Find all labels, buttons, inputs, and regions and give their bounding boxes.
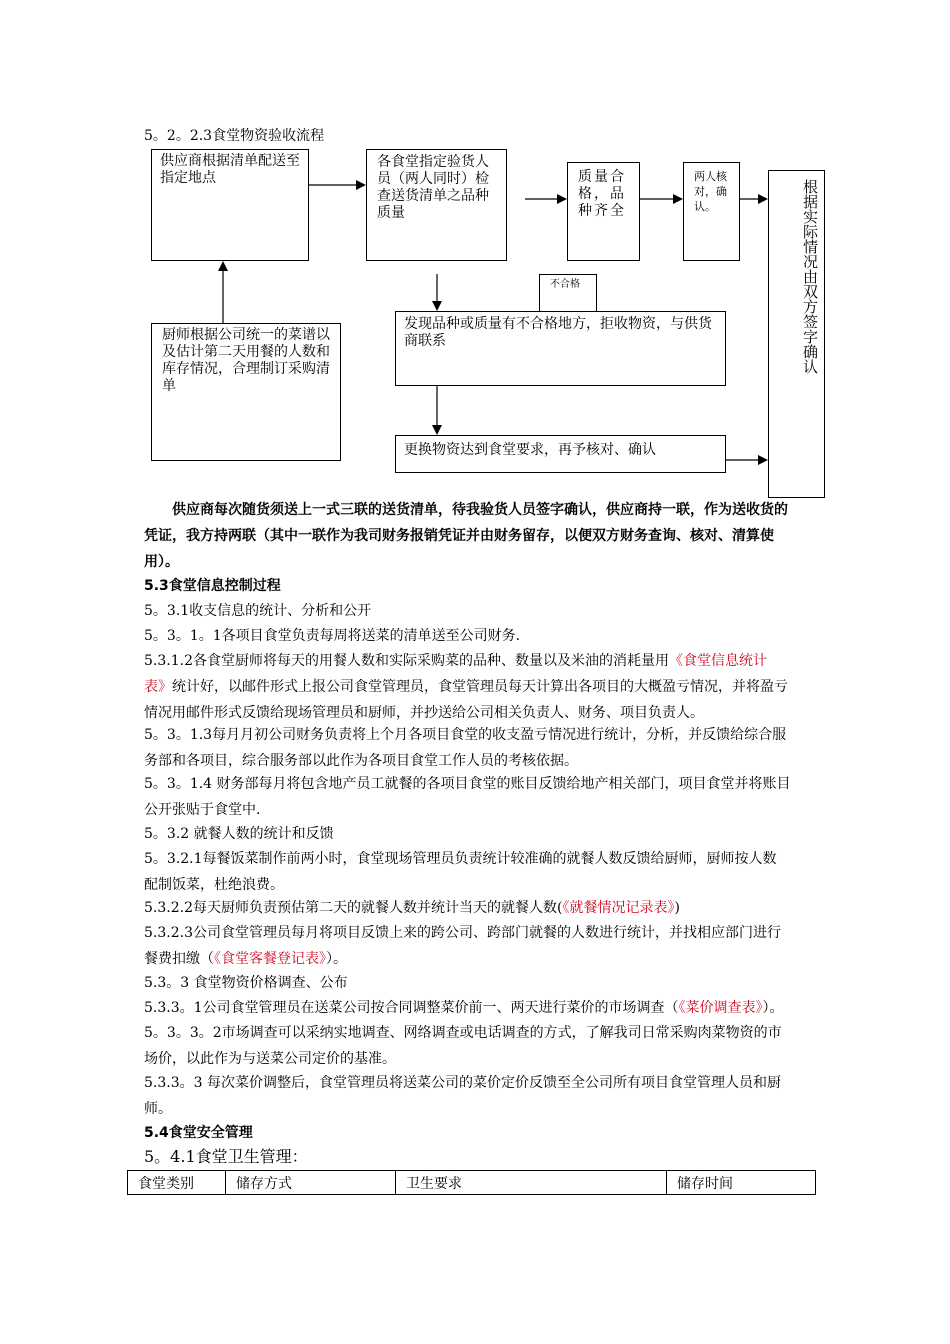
section-5-3-2-1	[144, 846, 814, 898]
table-header-cell: 储存方式	[226, 1171, 396, 1195]
receipt-line-3: 用）。	[144, 554, 179, 570]
section-5-3-1-2	[144, 648, 814, 726]
section-5-3-1-4	[144, 771, 814, 823]
flow-box-replace: 更换物资达到食堂要求，再予核对、确认	[395, 435, 726, 473]
table-header-cell: 食堂类别	[128, 1171, 226, 1195]
flow-box-sign: 根据实际情况由双方签字确认	[768, 170, 825, 498]
flow-box-check: 两人核对，确认。	[683, 162, 740, 261]
section-5-3-2: 5。3.2 就餐人数的统计和反馈	[144, 826, 334, 842]
table-header-row	[128, 1171, 816, 1195]
section-5-3-3: 5.3。3 食堂物资价格调查、公布	[144, 975, 348, 991]
flow-box-inspect: 各食堂指定验货人员（两人同时）检查送货清单之品种质量	[366, 149, 507, 261]
flow-box-reject: 发现品种或质量有不合格地方，拒收物资，与供货商联系	[395, 311, 726, 386]
flow-connectors	[0, 0, 950, 520]
section-5-3-1: 5。3.1收支信息的统计、分析和公开	[144, 603, 372, 619]
section-5-3-2-2	[144, 895, 814, 921]
form-link-canteen-info-1: 《食堂信息统计	[668, 653, 767, 669]
s5313-text-a: 5。3。1.3每月月初公司财务负责将上个月各项目食堂的收支盈亏情况进行统计，分析，并反馈给综合服	[144, 727, 787, 743]
s5331-text-a: 5.3.3。1公司食堂管理员在送菜公司按合同调整菜价前一、两天进行菜价的市场调查（	[144, 1000, 679, 1016]
form-link-dining-record: 《就餐情况记录表》	[562, 900, 675, 916]
flow-box-quality: 质量合格，品种齐全	[567, 162, 640, 261]
s5322-text-a: 5.3.2.2每天厨师负责预估第二天的就餐人数并统计当天的就餐人数(	[144, 900, 563, 916]
s5333-text-b: 师。	[144, 1101, 172, 1117]
hygiene-table	[127, 1170, 816, 1195]
section-5-3-3-1	[144, 995, 814, 1021]
section-5-3-3-2	[144, 1020, 814, 1072]
s5331-text-b: ）。	[762, 1000, 784, 1016]
s5322-text-b: )	[674, 900, 680, 916]
s5321-text-b: 配制饭菜，杜绝浪费。	[144, 877, 284, 893]
s5333-text-a: 5.3.3。3 每次菜价调整后，食堂管理员将送菜公司的菜价定价反馈至全公司所有项目食堂管理人员和厨	[144, 1075, 781, 1091]
form-link-guest-meal: 《食堂客餐登记表》	[214, 951, 326, 967]
s5314-text-b: 公开张贴于食堂中.	[144, 802, 261, 818]
receipt-paragraph	[144, 497, 814, 575]
section-5-3-2-3	[144, 920, 814, 972]
s5323-text-a: 5.3.2.3公司食堂管理员每月将项目反馈上来的跨公司、跨部门就餐的人数进行统计，并找相应部门进行	[144, 925, 781, 941]
s5321-text-a: 5。3.2.1每餐饭菜制作前两小时，食堂现场管理员负责统计较准确的就餐人数反馈给厨师，厨师按人数	[144, 851, 777, 867]
s5332-text-a: 5。3。3。2市场调查可以采纳实地调查、网络调查或电话调查的方式，了解我司日常采购肉菜物资的市	[144, 1025, 782, 1041]
receipt-line-1: 供应商每次随货须送上一式三联的送货清单，待我验货人员签字确认，供应商持一联，作为送收货的	[172, 502, 788, 518]
flow-box-chef: 厨师根据公司统一的菜谱以及估计第二天用餐的人数和库存情况，合理制订采购清单	[151, 323, 341, 461]
heading-5-4: 5.4食堂安全管理	[144, 1125, 253, 1141]
s5323-text-b: 餐费扣缴（	[144, 951, 214, 967]
table-header-cell: 储存时间	[667, 1171, 816, 1195]
form-link-price-survey: 《菜价调查表》	[678, 1000, 763, 1016]
form-link-canteen-info-2: 表》	[144, 679, 172, 695]
receipt-line-2: 凭证，我方持两联（其中一联作为我司财务报销凭证并由财务留存，以便双方财务查询、核对、清算使	[144, 528, 774, 544]
table-header-cell: 卫生要求	[396, 1171, 667, 1195]
heading-5-3: 5.3食堂信息控制过程	[144, 578, 281, 594]
flow-title: 5。2。2.3食堂物资验收流程	[144, 128, 325, 144]
s5312-text-c: 情况用邮件形式反馈给现场管理员和厨师，并抄送给公司相关负责人、财务、项目负责人。	[144, 705, 704, 721]
s5314-text-a: 5。3。1.4 财务部每月将包含地产员工就餐的各项目食堂的账目反馈给地产相关部门，项目食堂并将账目	[144, 776, 791, 792]
flow-label-fail: 不合格	[539, 274, 597, 312]
section-5-3-3-3	[144, 1070, 814, 1122]
section-5-3-1-3	[144, 722, 814, 774]
section-5-4-1: 5。4.1食堂卫生管理：	[144, 1147, 308, 1166]
s5312-text-a: 5.3.1.2各食堂厨师将每天的用餐人数和实际采购菜的品种、数量以及米油的消耗量用	[144, 653, 669, 669]
s5323-text-c: ）。	[326, 951, 347, 967]
flow-box-supplier: 供应商根据清单配送至指定地点	[151, 149, 309, 261]
s5332-text-b: 场价，以此作为与送菜公司定价的基准。	[144, 1051, 396, 1067]
s5312-text-b: 统计好，以邮件形式上报公司食堂管理员，食堂管理员每天计算出各项目的大概盈亏情况，并将盈亏	[172, 679, 788, 695]
s5313-text-b: 务部和各项目，综合服务部以此作为各项目食堂工作人员的考核依据。	[144, 753, 578, 769]
section-5-3-1-1: 5。3。1。1各项目食堂负责每周将送菜的清单送至公司财务.	[144, 628, 521, 644]
